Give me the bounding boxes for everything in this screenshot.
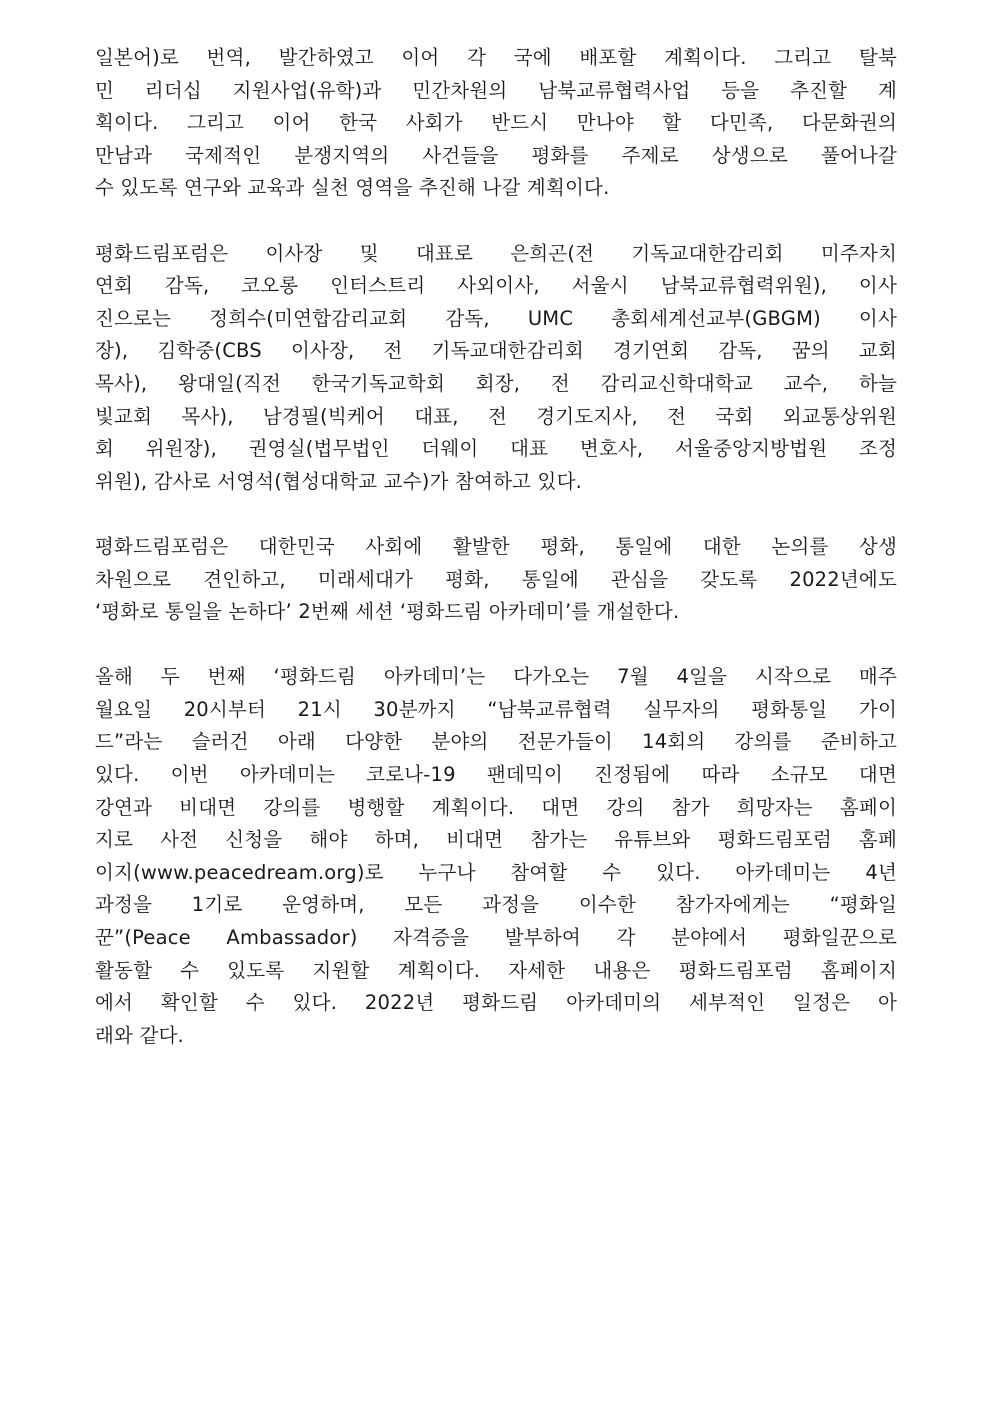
- text-line: 목사), 왕대일(직전 한국기독교학회 회장, 전 감리교신학대학교 교수, 하늘: [95, 371, 897, 395]
- text-line: 꾼”(Peace Ambassador) 자격증을 발부하여 각 분야에서 평화일꾼으로: [95, 926, 897, 950]
- text-line: 민 리더십 지원사업(유학)과 민간차원의 남북교류협력사업 등을 추진할 계: [95, 78, 897, 102]
- text-line: 회 위원장), 권영실(법무법인 더웨이 대표 변호사, 서울중앙지방법원 조정: [95, 437, 897, 461]
- text-line: 빛교회 목사), 남경필(빅케어 대표, 전 경기도지사, 전 국회 외교통상위원: [95, 404, 897, 428]
- text-line: 평화드림포럼은 이사장 및 대표로 은희곤(전 기독교대한감리회 미주자치: [95, 241, 897, 265]
- text-line: 월요일 20시부터 21시 30분까지 “남북교류협력 실무자의 평화통일 가이: [95, 697, 897, 721]
- text-line: 차원으로 견인하고, 미래세대가 평화, 통일에 관심을 갖도록 2022년에도: [95, 567, 897, 591]
- text-line: ‘평화로 통일을 논하다’ 2번째 세션 ‘평화드림 아카데미’를 개설한다.: [95, 600, 680, 624]
- text-line: 장), 김학중(CBS 이사장, 전 기독교대한감리회 경기연회 감독, 꿈의 교회: [95, 339, 897, 363]
- text-line: 있다. 이번 아카데미는 코로나-19 팬데믹이 진정됨에 따라 소규모 대면: [95, 763, 897, 787]
- document-body: [95, 42, 897, 1085]
- text-line: 획이다. 그리고 이어 한국 사회가 반드시 만나야 할 다민족, 다문화권의: [95, 111, 897, 135]
- text-line: 연회 감독, 코오롱 인터스트리 사외이사, 서울시 남북교류협력위원), 이사: [95, 274, 897, 298]
- text-line: 진으로는 정희수(미연합감리교회 감독, UMC 총회세계선교부(GBGM) 이사: [95, 306, 897, 330]
- paragraph-2: [95, 238, 897, 499]
- text-line: 에서 확인할 수 있다. 2022년 평화드림 아카데미의 세부적인 일정은 아: [95, 991, 897, 1015]
- text-line: 평화드림포럼은 대한민국 사회에 활발한 평화, 통일에 대한 논의를 상생: [95, 534, 897, 558]
- text-line: 이지(www.peacedream.org)로 누구나 참여할 수 있다. 아카데미는 4년: [95, 860, 897, 884]
- text-line: 지로 사전 신청을 해야 하며, 비대면 참가는 유튜브와 평화드림포럼 홈페: [95, 828, 897, 852]
- paragraph-1: [95, 42, 897, 205]
- paragraph-3: [95, 531, 897, 629]
- text-line: 수 있도록 연구와 교육과 실천 영역을 추진해 나갈 계획이다.: [95, 176, 610, 200]
- text-line: 위원), 감사로 서영석(협성대학교 교수)가 참여하고 있다.: [95, 469, 583, 493]
- text-line: 과정을 1기로 운영하며, 모든 과정을 이수한 참가자에게는 “평화일: [95, 893, 897, 917]
- text-line: 강연과 비대면 강의를 병행할 계획이다. 대면 강의 참가 희망자는 홈페이: [95, 795, 897, 819]
- text-line: 올해 두 번째 ‘평화드림 아카데미’는 다가오는 7월 4일을 시작으로 매주: [95, 665, 897, 689]
- text-line: 래와 같다.: [95, 1023, 184, 1047]
- paragraph-4: [95, 661, 897, 1052]
- text-line: 만남과 국제적인 분쟁지역의 사건들을 평화를 주제로 상생으로 풀어나갈: [95, 143, 897, 167]
- text-line: 일본어)로 번역, 발간하였고 이어 각 국에 배포할 계획이다. 그리고 탈북: [95, 46, 897, 69]
- text-line: 드”라는 슬러건 아래 다양한 분야의 전문가들이 14회의 강의를 준비하고: [95, 730, 897, 754]
- text-line: 활동할 수 있도록 지원할 계획이다. 자세한 내용은 평화드림포럼 홈페이지: [95, 958, 897, 982]
